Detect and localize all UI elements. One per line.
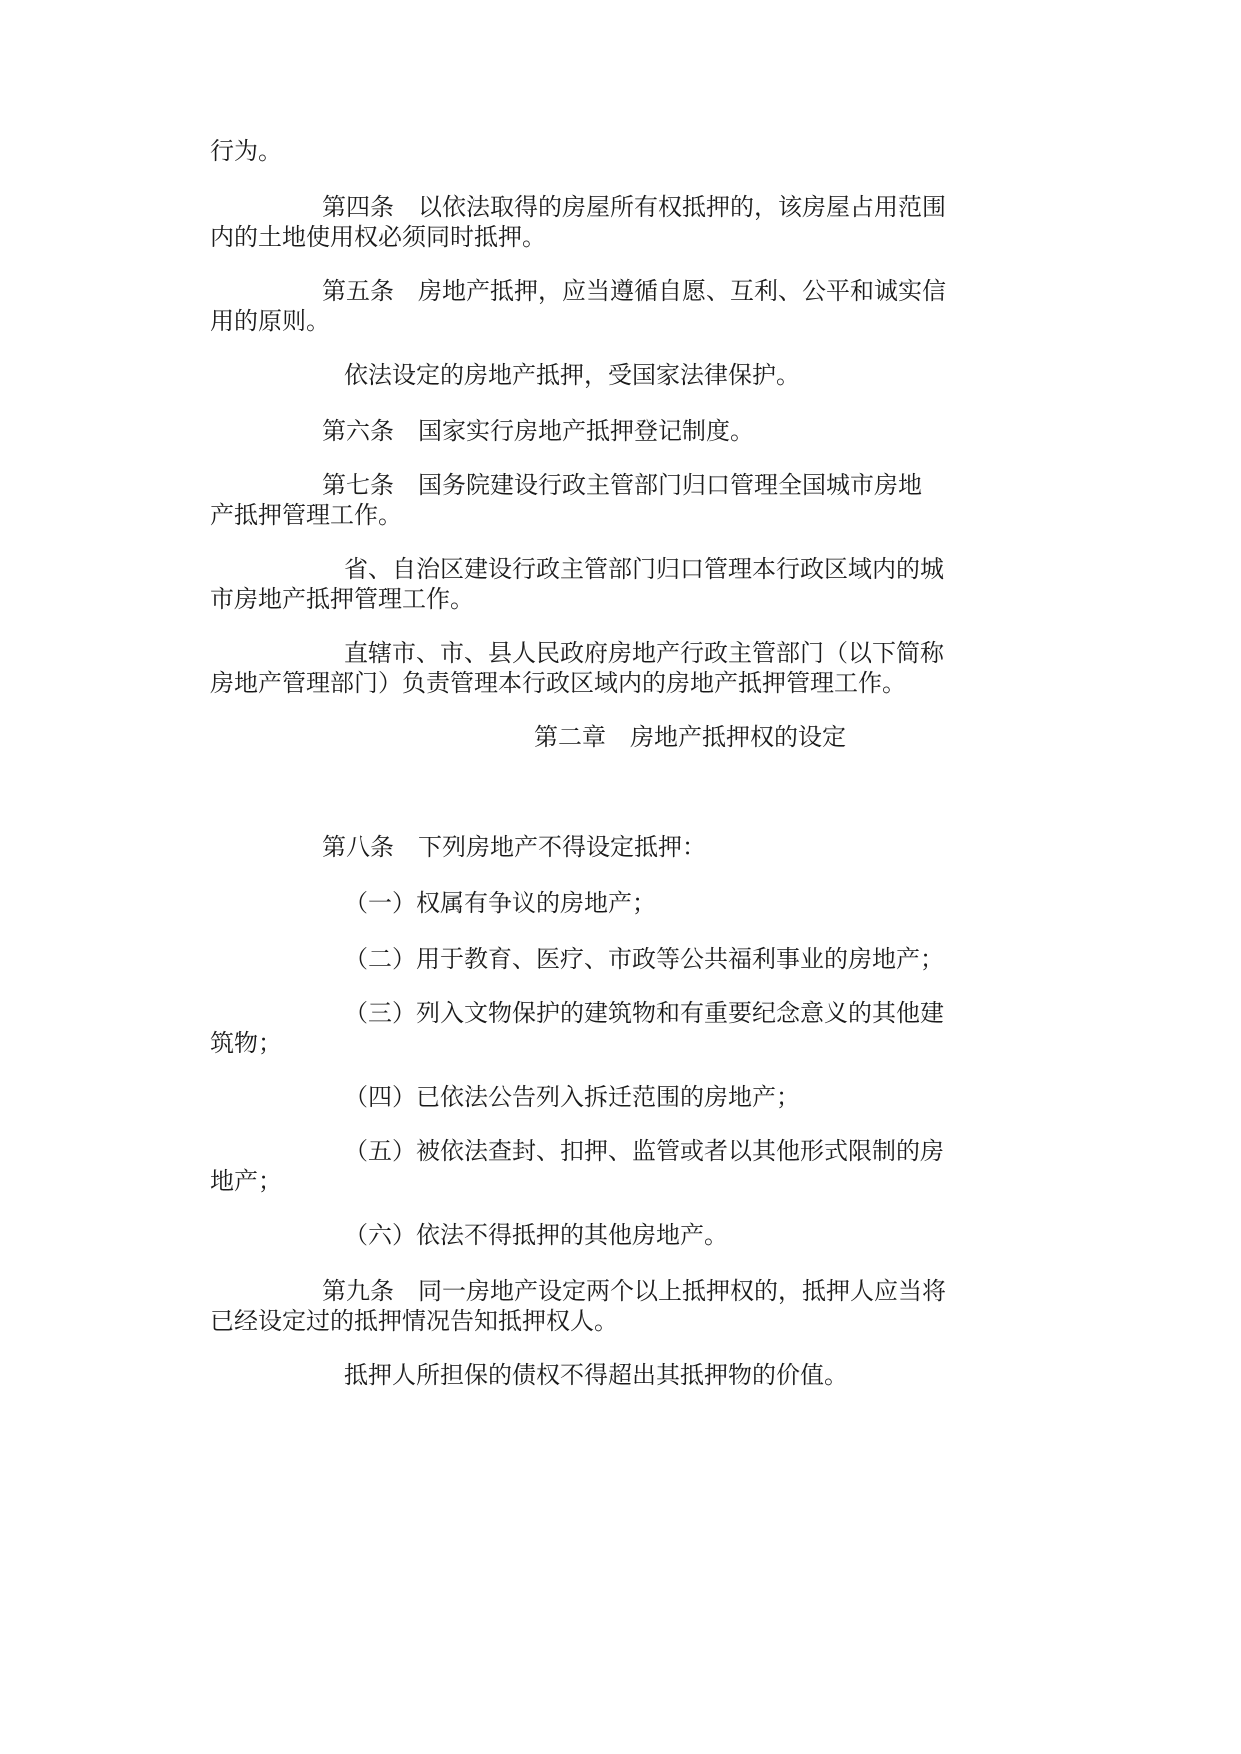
paragraph-line: 房地产管理部门）负责管理本行政区域内的房地产抵押管理工作。 xyxy=(210,669,906,697)
article-4-line-2: 内的土地使用权必须同时抵押。 xyxy=(210,223,546,251)
text-line: 行为。 xyxy=(210,137,282,165)
article-7-line-2: 产抵押管理工作。 xyxy=(210,501,402,529)
article-7-line-1: 第七条 国务院建设行政主管部门归口管理全国城市房地 xyxy=(322,471,922,499)
list-item: （一）权属有争议的房地产； xyxy=(344,889,656,917)
chapter-heading: 第二章 房地产抵押权的设定 xyxy=(534,723,846,751)
article-4-line-1: 第四条 以依法取得的房屋所有权抵押的，该房屋占用范围 xyxy=(322,193,946,221)
paragraph-line: 省、自治区建设行政主管部门归口管理本行政区域内的城 xyxy=(344,555,944,583)
list-item: （二）用于教育、医疗、市政等公共福利事业的房地产； xyxy=(344,945,944,973)
article-9-line-2: 已经设定过的抵押情况告知抵押权人。 xyxy=(210,1307,618,1335)
article-5-line-2: 用的原则。 xyxy=(210,307,330,335)
paragraph-line: 抵押人所担保的债权不得超出其抵押物的价值。 xyxy=(344,1361,848,1389)
article-6-line: 第六条 国家实行房地产抵押登记制度。 xyxy=(322,417,754,445)
list-item: （六）依法不得抵押的其他房地产。 xyxy=(344,1221,728,1249)
list-item-continuation: 筑物； xyxy=(210,1029,282,1057)
list-item: （五）被依法查封、扣押、监管或者以其他形式限制的房 xyxy=(344,1137,944,1165)
article-8-line: 第八条 下列房地产不得设定抵押： xyxy=(322,833,706,861)
list-item: （三）列入文物保护的建筑物和有重要纪念意义的其他建 xyxy=(344,999,944,1027)
paragraph-line: 市房地产抵押管理工作。 xyxy=(210,585,474,613)
article-5-line-1: 第五条 房地产抵押，应当遵循自愿、互利、公平和诚实信 xyxy=(322,277,946,305)
list-item-continuation: 地产； xyxy=(210,1167,282,1195)
article-9-line-1: 第九条 同一房地产设定两个以上抵押权的，抵押人应当将 xyxy=(322,1277,946,1305)
paragraph-line: 直辖市、市、县人民政府房地产行政主管部门（以下简称 xyxy=(344,639,944,667)
list-item: （四）已依法公告列入拆迁范围的房地产； xyxy=(344,1083,800,1111)
paragraph-line: 依法设定的房地产抵押，受国家法律保护。 xyxy=(344,361,800,389)
